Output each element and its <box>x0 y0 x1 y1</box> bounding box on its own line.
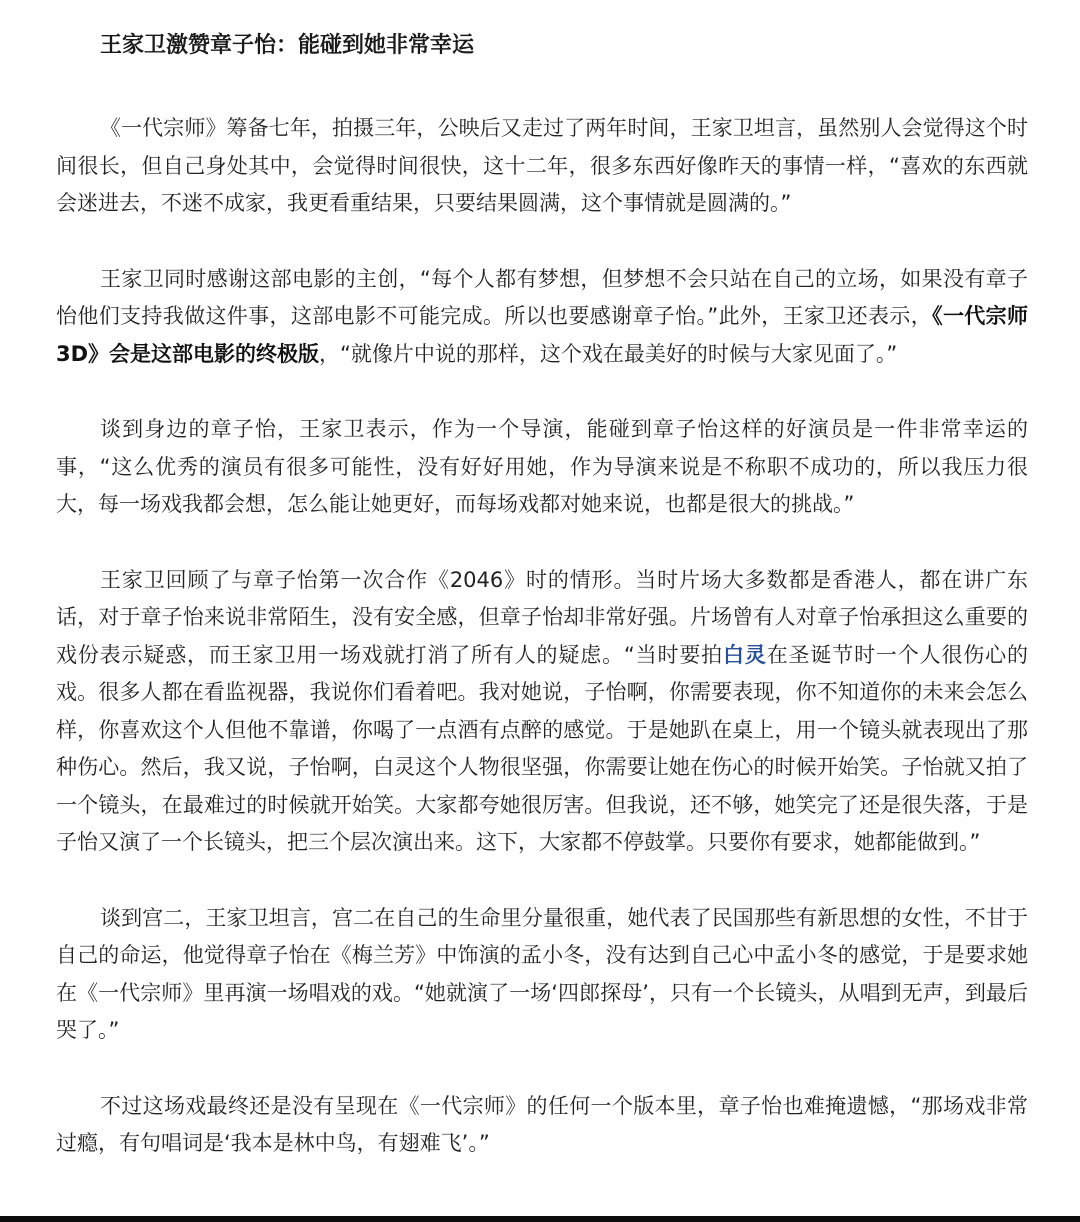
article <box>56 24 1028 1201</box>
article-title: 王家卫激赞章子怡：能碰到她非常幸运 <box>100 33 475 58</box>
paragraph-6: 不过这场戏最终还是没有呈现在《一代宗师》的任何一个版本里，章子怡也难掩遗憾，“那场戏非常过瘾，有句唱词是‘我本是林中鸟，有翅难飞’。” <box>56 1093 1028 1155</box>
paragraph-2-text-b: ，“就像片中说的那样，这个戏在最美好的时候与大家见面了。” <box>319 341 898 366</box>
paragraph-3: 谈到身边的章子怡，王家卫表示，作为一个导演，能碰到章子怡这样的好演员是一件非常幸运的事，“这么优秀的演员有很多可能性，没有好好用她，作为导演来说是不称职不成功的，所以我压力很大，每一场戏我都会想，怎么能让她更好，而每场戏都对她来说，也都是很大的挑战。” <box>56 417 1028 516</box>
paragraph-5: 谈到宫二，王家卫坦言，宫二在自己的生命里分量很重，她代表了民国那些有新思想的女性，不甘于自己的命运，他觉得章子怡在《梅兰芳》中饰演的孟小冬，没有达到自己心中孟小冬的感觉，于是要求她在《一代宗师》里再演一场唱戏的戏。“她就演了一场‘四郎探母’，只有一个长镜头，从唱到无声，到最后哭了。” <box>56 905 1028 1042</box>
paragraph-2-text-a: 王家卫同时感谢这部电影的主创，“每个人都有梦想，但梦想不会只站在自己的立场，如果没有章子怡他们支持我做这件事，这部电影不可能完成。所以也要感谢章子怡。”此外，王家卫还表示， <box>56 266 1028 328</box>
paragraph-1: 《一代宗师》筹备七年，拍摄三年，公映后又走过了两年时间，王家卫坦言，虽然别人会觉得这个时间很长，但自己身处其中，会觉得时间很快，这十二年，很多东西好像昨天的事情一样，“喜欢的东西就会迷进去，不迷不成家，我更看重结果，只要结果圆满，这个事情就是圆满的。” <box>56 116 1028 215</box>
paragraph-4-text-b: 在圣诞节时一个人很伤心的戏。很多人都在看监视器，我说你们看着吧。我对她说，子怡啊，你需要表现，你不知道你的未来会怎么样，你喜欢这个人但他不靠谱，你喝了一点酒有点醉的感觉。于是她趴在桌上，用一个镜头就表现出了那种伤心。然后，我又说，子怡啊，白灵这个人物很坚强，你需要让她在伤心的时候开始笑。子怡就又拍了一个镜头，在最难过的时候就开始笑。大家都夸她很厉害。但我说，还不够，她笑完了还是很失落，于是子怡又演了一个长镜头，把三个层次演出来。这下，大家都不停鼓掌。只要你有要求，她都能做到。” <box>56 642 1028 854</box>
paragraph-2-bold: 《一代宗师3D》会是这部电影的终极版 <box>56 304 1028 366</box>
bailing-link[interactable]: 白灵 <box>723 642 767 667</box>
paragraph-4 <box>56 562 1028 862</box>
paragraph-2 <box>56 261 1028 374</box>
paragraph-4-text-a: 王家卫回顾了与章子怡第一次合作《2046》时的情形。当时片场大多数都是香港人，都在讲广东话，对于章子怡来说非常陌生，没有安全感，但章子怡却非常好强。片场曾有人对章子怡承担这么重要的戏份表示疑惑，而王家卫用一场戏就打消了所有人的疑虑。“当时要拍 <box>56 567 1028 667</box>
bottom-divider <box>0 1216 1080 1222</box>
